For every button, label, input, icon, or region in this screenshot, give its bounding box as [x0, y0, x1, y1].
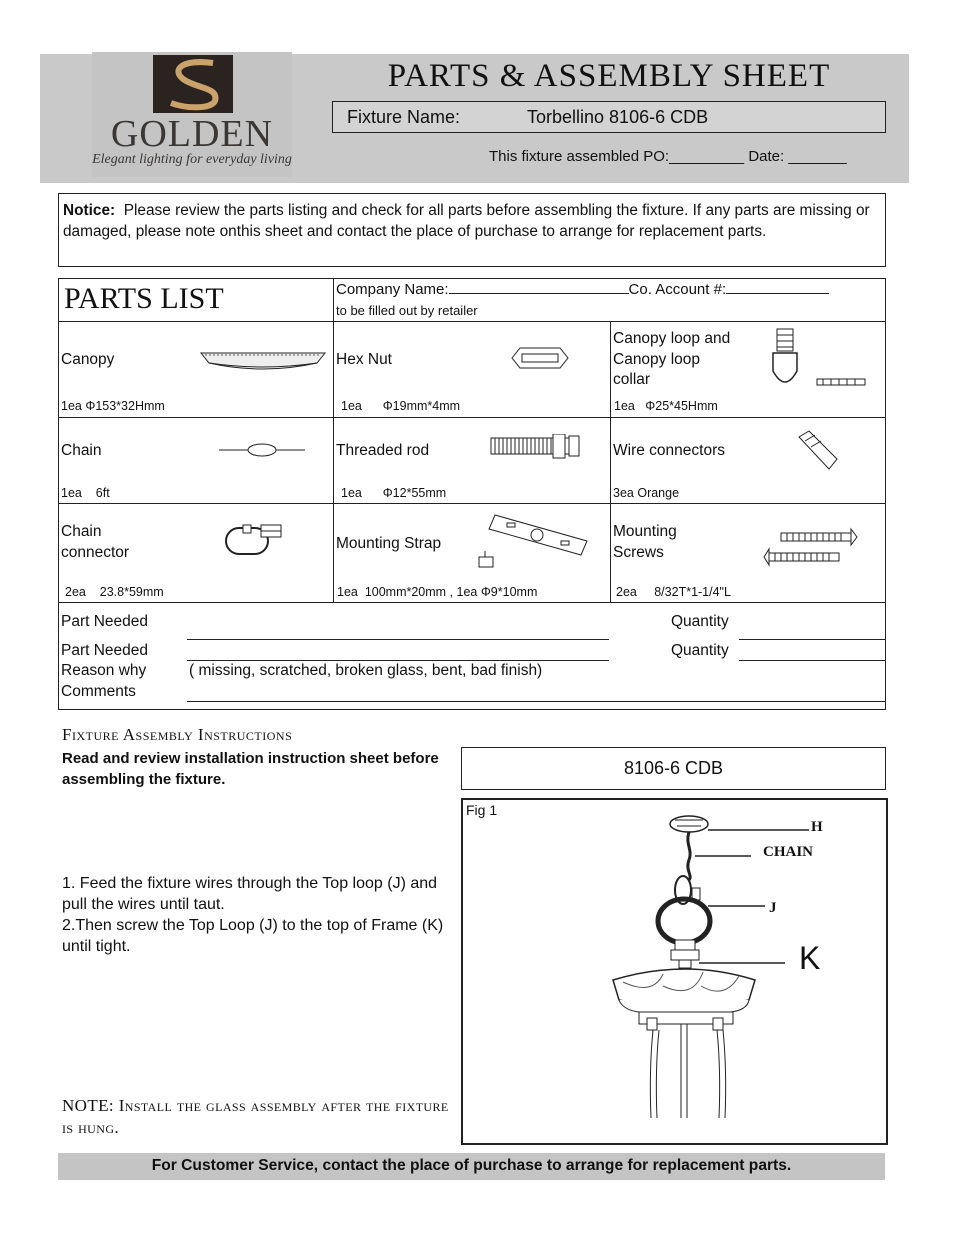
wire-connector-icon [795, 429, 839, 476]
part-name-chain-connector: Chain connector [61, 523, 130, 561]
part-name-canopy: Canopy [61, 351, 115, 368]
reason-options: ( missing, scratched, broken glass, bent, bad finish) [189, 662, 543, 679]
reason-label: Reason why [61, 662, 147, 679]
fixture-name-box [332, 101, 886, 133]
notice-text [63, 200, 878, 242]
retailer-note: to be filled out by retailer [336, 303, 478, 318]
part-dims-canopy-loop: 1ea Φ25*45Hmm [614, 399, 718, 413]
account-label: Co. Account #: [628, 281, 727, 298]
mounting-screws-icon [763, 527, 859, 572]
comments-label: Comments [61, 683, 136, 700]
part-dims-threaded-rod: 1ea Φ12*55mm [341, 486, 447, 500]
quantity-label-2: Quantity [671, 642, 729, 659]
figure-box [461, 798, 888, 1145]
chain-connector-icon [223, 524, 285, 563]
quantity-label-1: Quantity [671, 613, 729, 630]
part-dims-wire-connectors: 3ea Orange [613, 486, 680, 500]
po-date-line[interactable]: This fixture assembled PO:_________ Date: _______ [489, 148, 847, 165]
step-1: 1. Feed the fixture wires through the Top loop (J) and pull the wires until taut. [62, 875, 438, 913]
part-dims-hex-nut: 1ea Φ19mm*4mm [341, 399, 461, 413]
mounting-strap-icon [473, 511, 591, 578]
step-2: 2.Then screw the Top Loop (J) to the top of Frame (K) until tight. [62, 917, 444, 955]
company-account-line[interactable] [336, 281, 829, 298]
logo-tagline: Elegant lighting for everyday living [92, 152, 292, 167]
notice-box [58, 193, 886, 267]
part-needed-label-1: Part Needed [61, 613, 149, 630]
canopy-icon [199, 349, 327, 380]
part-dims-mounting-strap: 1ea 100mm*20mm , 1ea Φ9*10mm [337, 585, 538, 599]
model-box [461, 747, 886, 790]
chain-icon [219, 440, 305, 465]
assembly-steps [62, 873, 462, 957]
part-name-canopy-loop: Canopy loop and Canopy loop collar [613, 330, 731, 388]
parts-list-title: PARTS LIST [64, 282, 224, 315]
footer-text: For Customer Service, contact the place of purchase to arrange for replacement parts. [151, 1157, 792, 1174]
canopy-loop-icon [765, 327, 867, 396]
part-dims-chain-connector: 2ea 23.8*59mm [65, 585, 164, 599]
notice-body: Please review the parts listing and check for all parts before assembling the fixture. If any parts are missing or damaged, please note onthis sheet and contact the place of purchase to arrange for replacement parts. [63, 202, 870, 240]
part-name-hex-nut: Hex Nut [336, 351, 392, 368]
fixture-name-value: Torbellino 8106-6 CDB [527, 107, 709, 127]
assembly-note: NOTE: Install the glass assembly after the fixture is hung. [62, 1096, 449, 1137]
notice-label: Notice: [63, 202, 116, 219]
assembly-heading: Fixture Assembly Instructions [62, 725, 293, 744]
hex-nut-icon [510, 346, 570, 375]
fixture-name-label: Fixture Name: [347, 107, 461, 127]
part-dims-mounting-screws: 2ea 8/32T*1-1/4"L [616, 585, 731, 599]
logo-mark-icon [153, 55, 233, 113]
part-needed-field-1[interactable] [187, 639, 609, 640]
label-chain: CHAIN [763, 844, 814, 860]
threaded-rod-icon [489, 434, 581, 465]
model-number: 8106-6 CDB [623, 758, 724, 778]
footer-band [58, 1153, 885, 1180]
page-title: PARTS & ASSEMBLY SHEET [387, 58, 831, 94]
assembly-subheading: Read and review installation instruction sheet before assembling the fixture. [62, 750, 439, 788]
figure-label: Fig 1 [466, 802, 498, 818]
part-needed-label-2: Part Needed [61, 642, 149, 659]
label-h: H [811, 819, 823, 835]
part-name-mounting-screws: Mounting Screws [613, 523, 677, 561]
quantity-field-1[interactable] [739, 639, 885, 640]
comments-field[interactable] [187, 701, 885, 702]
label-j: J [769, 900, 777, 916]
part-dims-canopy: 1ea Φ153*32Hmm [61, 399, 165, 413]
quantity-field-2[interactable] [739, 660, 885, 661]
parts-list-table [58, 278, 886, 710]
company-name-label: Company Name: [336, 281, 449, 298]
part-dims-chain: 1ea 6ft [61, 486, 110, 500]
part-name-threaded-rod: Threaded rod [336, 442, 430, 459]
part-name-chain: Chain [61, 442, 102, 459]
label-k: K [799, 940, 821, 976]
part-name-mounting-strap: Mounting Strap [336, 535, 442, 552]
logo-wordmark: GOLDEN [110, 113, 274, 155]
part-name-wire-connectors: Wire connectors [613, 442, 725, 459]
